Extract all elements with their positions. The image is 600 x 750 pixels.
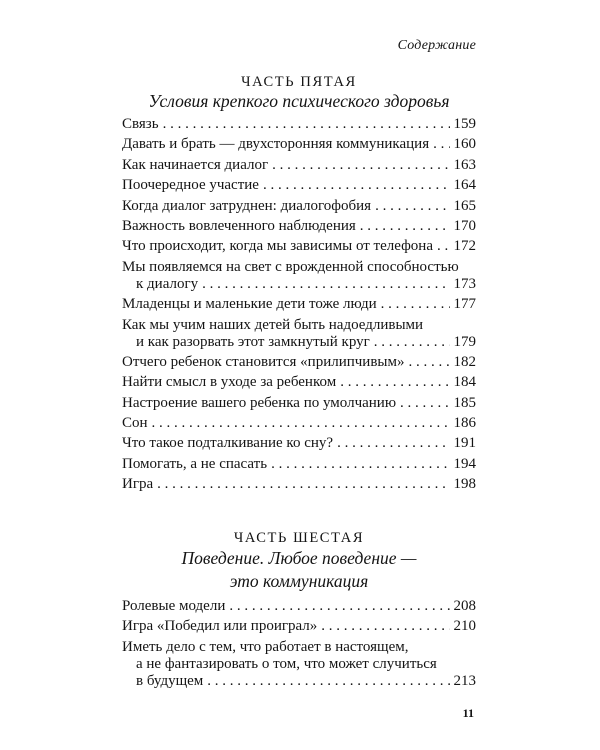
toc-entry-text: Поочередное участие bbox=[122, 177, 259, 194]
toc-entry-page: 194 bbox=[453, 455, 476, 472]
toc-entry-row bbox=[122, 238, 476, 255]
toc-entry-row bbox=[122, 334, 476, 351]
toc-entry-text: Игра «Победил или проиграл» bbox=[122, 618, 318, 635]
toc-entry[interactable] bbox=[122, 218, 476, 235]
part-title bbox=[122, 90, 476, 113]
toc-entry-page: 191 bbox=[453, 435, 476, 452]
toc-entry-text: Младенцы и маленькие дети тоже люди bbox=[122, 296, 377, 313]
toc-entry-text: Ролевые модели bbox=[122, 598, 226, 614]
toc-entries bbox=[122, 598, 476, 693]
toc-entry[interactable] bbox=[122, 354, 476, 371]
dot-leader bbox=[381, 296, 450, 313]
dot-leader bbox=[337, 435, 449, 452]
toc-entry-row bbox=[122, 618, 476, 635]
toc-entry-text: Давать и брать — двухсторонняя коммуникация bbox=[122, 136, 430, 153]
toc-entry-text: Когда диалог затруднен: диалогофобия bbox=[122, 197, 372, 214]
toc-entry-page: 163 bbox=[453, 156, 476, 173]
toc-entry[interactable] bbox=[122, 116, 476, 133]
toc-entry-text: Как начинается диалог bbox=[122, 156, 269, 173]
toc-entry-text: Найти смысл в уходе за ребенком bbox=[122, 374, 337, 391]
toc-entry-page: 210 bbox=[453, 618, 476, 635]
dot-leader bbox=[375, 198, 449, 215]
dot-leader bbox=[152, 415, 450, 432]
page-number: 11 bbox=[462, 706, 474, 720]
dot-leader bbox=[374, 334, 450, 351]
toc-entry-page: 213 bbox=[453, 672, 476, 689]
toc-entry-row bbox=[122, 374, 476, 391]
toc-entry-text: Настроение вашего ребенка по умолчанию bbox=[122, 394, 397, 411]
toc-entry[interactable] bbox=[122, 435, 476, 452]
running-head: Содержание bbox=[397, 38, 476, 53]
toc-entry-page: 185 bbox=[453, 394, 476, 411]
dot-leader bbox=[202, 276, 449, 293]
toc-entry-page: 182 bbox=[453, 353, 476, 370]
toc-entry-row bbox=[122, 218, 476, 235]
toc-entry-text: Игра bbox=[122, 476, 154, 493]
toc-entry-page: 159 bbox=[453, 116, 476, 132]
dot-leader bbox=[272, 157, 449, 174]
dot-leader bbox=[340, 374, 449, 391]
dot-leader bbox=[360, 218, 450, 235]
toc-entry-row bbox=[122, 476, 476, 493]
part-title-line: это коммуникация bbox=[229, 571, 369, 591]
dot-leader bbox=[437, 238, 450, 255]
part-label: ЧАСТЬ ПЯТАЯ bbox=[241, 74, 357, 90]
toc-entry-text: Иметь дело с тем, что работает в настоящем, bbox=[122, 638, 409, 655]
dot-leader bbox=[207, 673, 449, 690]
toc-entry-page: 177 bbox=[453, 296, 476, 313]
toc-entry[interactable] bbox=[122, 198, 476, 215]
dot-leader bbox=[163, 116, 450, 133]
dot-leader bbox=[263, 177, 450, 194]
toc-entry-row bbox=[122, 395, 476, 412]
toc-entry-page: 160 bbox=[453, 136, 476, 153]
toc-entry-page: 172 bbox=[453, 238, 476, 255]
toc-entry-text: Важность вовлеченного наблюдения bbox=[122, 217, 356, 234]
dot-leader bbox=[321, 618, 449, 635]
toc-entry-row bbox=[122, 435, 476, 452]
toc-entry[interactable] bbox=[122, 476, 476, 493]
toc-entry-text: Как мы учим наших детей быть надоедливыми bbox=[122, 316, 424, 333]
part-title bbox=[122, 547, 476, 593]
toc-entry-row bbox=[122, 136, 476, 153]
dot-leader bbox=[409, 354, 450, 371]
toc-entry-page: 208 bbox=[453, 598, 476, 614]
toc-entry[interactable] bbox=[122, 136, 476, 153]
toc-entry-row bbox=[122, 296, 476, 313]
toc-entry[interactable] bbox=[122, 317, 476, 351]
toc-entry[interactable] bbox=[122, 639, 476, 690]
toc-entry[interactable] bbox=[122, 296, 476, 313]
toc-entry-page: 184 bbox=[453, 374, 476, 391]
toc-entry-row bbox=[122, 354, 476, 371]
toc-entry-text: Отчего ребенок становится «прилипчивым» bbox=[122, 353, 405, 370]
toc-entry-page: 170 bbox=[453, 217, 476, 234]
toc-entry-text: Связь bbox=[122, 116, 159, 132]
toc-entry-page: 164 bbox=[453, 177, 476, 194]
toc-entry-text: в будущем bbox=[136, 672, 204, 689]
toc-entry[interactable] bbox=[122, 238, 476, 255]
dot-leader bbox=[157, 476, 449, 493]
dot-leader bbox=[229, 598, 449, 615]
toc-entry-row bbox=[122, 276, 476, 293]
toc-entry[interactable] bbox=[122, 395, 476, 412]
toc-entry-row bbox=[122, 157, 476, 174]
toc-entry[interactable] bbox=[122, 415, 476, 432]
part-title-line: Условия крепкого психического здоровья bbox=[148, 91, 450, 111]
toc-entry[interactable] bbox=[122, 374, 476, 391]
toc-entry-row bbox=[122, 116, 476, 133]
toc-entry-row bbox=[122, 673, 476, 690]
toc-entry[interactable] bbox=[122, 598, 476, 615]
toc-entry-page: 173 bbox=[453, 275, 476, 292]
toc-entry-text: Что такое подталкивание ко сну? bbox=[122, 435, 334, 452]
toc-entry-row bbox=[122, 598, 476, 615]
toc-entry[interactable] bbox=[122, 456, 476, 473]
part-title-line: Поведение. Любое поведение — bbox=[181, 548, 417, 568]
toc-entry-page: 186 bbox=[453, 415, 476, 432]
toc-entries bbox=[122, 116, 476, 497]
part-label: ЧАСТЬ ШЕСТАЯ bbox=[233, 530, 365, 546]
toc-entry[interactable] bbox=[122, 618, 476, 635]
toc-entry-row bbox=[122, 177, 476, 194]
toc-entry[interactable] bbox=[122, 157, 476, 174]
toc-entry-page: 179 bbox=[453, 333, 476, 350]
toc-entry[interactable] bbox=[122, 259, 476, 293]
toc-entry[interactable] bbox=[122, 177, 476, 194]
dot-leader bbox=[400, 395, 449, 412]
dot-leader bbox=[271, 456, 449, 473]
toc-entry-text: а не фантазировать о том, что может случиться bbox=[136, 655, 437, 672]
toc-entry-text: Мы появляемся на свет с врожденной способностью bbox=[122, 258, 459, 275]
toc-entry-text: Помогать, а не спасать bbox=[122, 455, 268, 472]
dot-leader bbox=[433, 136, 449, 153]
toc-entry-text: Что происходит, когда мы зависимы от телефона bbox=[122, 238, 433, 255]
toc-entry-text: к диалогу bbox=[136, 275, 199, 292]
toc-entry-row bbox=[122, 415, 476, 432]
toc-entry-row bbox=[122, 198, 476, 215]
toc-entry-text: Сон bbox=[122, 415, 148, 432]
toc-entry-row bbox=[122, 456, 476, 473]
toc-entry-text: и как разорвать этот замкнутый круг bbox=[136, 333, 370, 350]
toc-entry-page: 165 bbox=[453, 197, 476, 214]
toc-entry-page: 198 bbox=[453, 476, 476, 493]
